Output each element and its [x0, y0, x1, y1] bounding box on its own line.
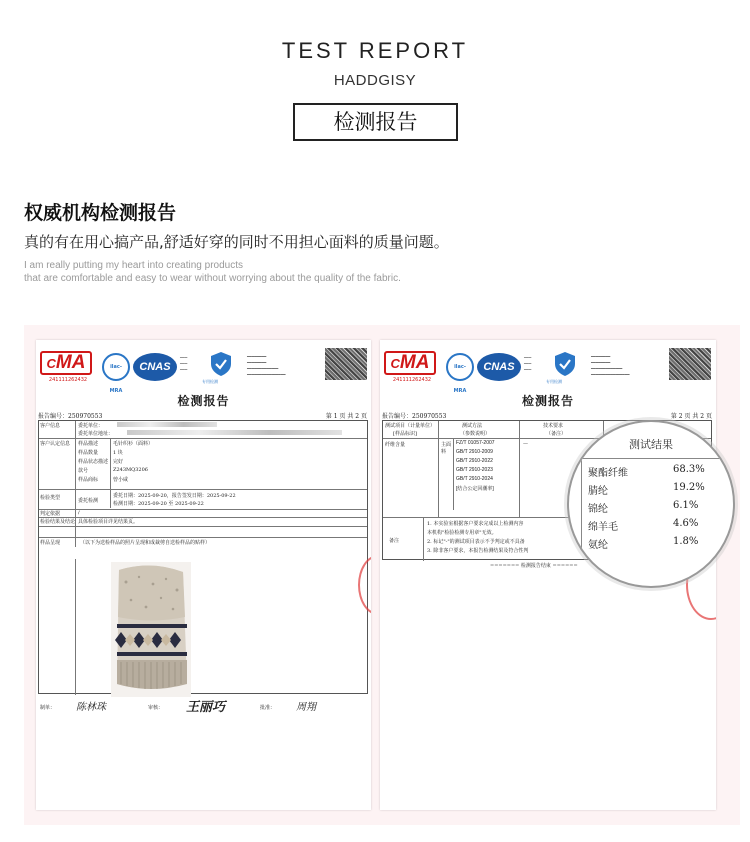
test-method-item: [结合公定回潮率]	[456, 486, 494, 492]
remark-label: 备注	[389, 538, 400, 544]
label-approve: 批准：	[260, 705, 276, 711]
redacted-text	[117, 422, 217, 427]
label-model: 款号	[78, 468, 89, 474]
shield-icon	[554, 351, 576, 377]
fiber-content-label: 纤维含量	[385, 442, 406, 448]
col-header-req: 技术要求	[543, 423, 564, 429]
fiber-percentage: 1.8%	[673, 536, 699, 547]
seal-label: 专用检测	[546, 379, 562, 384]
fiber-percentage: 19.2%	[673, 482, 705, 493]
sample-state-value: 完好	[113, 459, 124, 465]
test-method-item: GB/T 2910-2024	[456, 476, 493, 482]
brand-value: 曾小咸	[113, 477, 129, 483]
lab-contact-info: ━━━━━━━━ ━━━━━━━━ ━━━━━━━━━━━━━ ━━━━━━━━━━━━━━━━	[591, 354, 630, 377]
col-header-method: 测试方法	[462, 423, 483, 429]
col-header-item-sub: [样品标识]	[393, 431, 417, 437]
page-number: 第 2 页 共 2 页	[670, 413, 712, 420]
label-sample-qty: 样品数量	[78, 450, 99, 456]
test-method-item: GB/T 2910-2023	[456, 467, 493, 473]
results-magnifier	[567, 420, 735, 588]
label-client-address: 委托单位地址：	[78, 431, 114, 437]
report-title: 检测报告	[521, 394, 574, 408]
sweater-sample-photo	[111, 562, 191, 697]
redacted-text	[127, 430, 342, 435]
remark-note: 1. 本实验室根据客户要求完成以上检测内容	[427, 521, 524, 527]
report-page-1	[36, 340, 371, 810]
brand-name: HADDGISY	[333, 72, 417, 89]
cnas-logo: CNAS	[477, 353, 521, 381]
label-sample-desc: 样品描述	[78, 441, 99, 447]
cma-number: 241111262432	[392, 377, 432, 383]
result-remark-value: 具体检验项目详见结果页。	[78, 519, 139, 525]
fiber-name: 绵羊毛	[588, 522, 618, 533]
main-fabric-label: 主面料	[441, 442, 452, 455]
cnas-text: ━━━ ━━━ ━━━	[180, 355, 188, 372]
label-sample-state: 样品状态描述	[78, 459, 109, 465]
fiber-percentage: 6.1%	[673, 500, 699, 511]
fiber-percentage: 4.6%	[673, 518, 699, 529]
report-end-line: ======= 检测报告结束 ======	[490, 563, 578, 569]
section-description: 真的有在用心搞产品,舒适好穿的同时不用担心面料的质量问题。	[24, 233, 449, 251]
cnas-text: ━━━ ━━━ ━━━	[524, 355, 532, 372]
test-method-item: GB/T 2910-2009	[456, 449, 493, 455]
label-client-unit: 委托单位：	[78, 423, 104, 429]
magnifier-judgement-header: 判定	[714, 432, 727, 439]
label-judgement: 判定依据	[40, 511, 61, 517]
ilac-mra-logo: ilac-MRA	[446, 353, 474, 381]
col-header-req-sub: （备注）	[546, 431, 567, 437]
test-date: 检测日期：2025-09-20 至 2025-09-22	[113, 501, 204, 507]
label-review: 审核：	[148, 705, 164, 711]
certification-logos	[40, 346, 360, 394]
report-title: 检测报告	[177, 394, 230, 408]
sample-desc-value: 毛针织衫（面料）	[113, 441, 154, 447]
cma-logo: CMA	[40, 351, 92, 375]
english-description-line-1: I am really putting my heart into creating products	[24, 260, 243, 271]
cma-logo: CMA	[384, 351, 436, 375]
entrust-date: 委托日期：2025-09-20，报告签发日期：2025-09-22	[113, 493, 236, 499]
judgement-value: /	[78, 510, 80, 516]
remark-note: 3. 除非客户要求，本报告检测结果及符合性判	[427, 548, 529, 554]
label-result-remark: 检验结果及结论	[40, 519, 76, 525]
label-sample-info: 客户认定信息	[40, 441, 71, 447]
test-method-item: GB/T 2910-2022	[456, 458, 493, 464]
model-value: Z243MQ3206	[113, 467, 148, 473]
english-description-line-2: that are comfortable and easy to wear without worrying about the quality of the fabric.	[24, 273, 401, 284]
sample-qty-value: 1 块	[113, 450, 123, 456]
label-client-info: 客户信息	[40, 423, 61, 429]
signature-row	[38, 698, 368, 718]
fiber-percentage: 68.3%	[673, 464, 705, 475]
col-header-item: 测试项目（计量单位）	[385, 423, 436, 429]
label-make: 制单：	[40, 705, 56, 711]
sample-photo-note: （以下为送检样品的照片呈现和成裁剪自送检样品的贴样）	[80, 540, 211, 546]
qr-code	[325, 348, 367, 380]
test-report-label-box: 检测报告	[293, 103, 458, 141]
qr-code	[669, 348, 711, 380]
label-brand: 样品商标	[78, 477, 99, 483]
shield-icon	[210, 351, 232, 377]
report-info-table	[38, 420, 368, 694]
fiber-name: 腈纶	[588, 486, 608, 497]
seal-label: 专用检测	[202, 379, 218, 384]
cma-number: 241111262432	[48, 377, 88, 383]
cnas-logo: CNAS	[133, 353, 177, 381]
fiber-name: 聚酯纤维	[588, 468, 628, 479]
ilac-mra-logo: ilac-MRA	[102, 353, 130, 381]
remark-note: 本机构"检验检测专用章"无效。	[427, 530, 497, 536]
certification-logos	[384, 346, 704, 394]
signature-approve: 周翔	[296, 702, 316, 713]
report-number: 报告编号：250970553	[38, 413, 103, 420]
signature-review: 王丽巧	[186, 700, 226, 715]
fiber-name: 氨纶	[588, 540, 608, 551]
requirement-dash: —	[523, 441, 528, 447]
report-header-title: TEST REPORT	[281, 38, 469, 63]
remark-note: 2. 标记"-"的测试项目表示不予判定或不具备	[427, 539, 525, 545]
col-header-method-sub: （参数说明）	[460, 431, 491, 437]
commission-value: 委托检测	[78, 498, 99, 504]
label-test-type: 检验类型	[40, 495, 61, 501]
label-sample-photo: 样品呈现	[40, 540, 61, 546]
fiber-name: 锦纶	[588, 504, 608, 515]
magnifier-header: 测试结果	[629, 438, 673, 451]
report-number: 报告编号：250970553	[382, 413, 447, 420]
lab-contact-info: ━━━━━━━━ ━━━━━━━━ ━━━━━━━━━━━━━ ━━━━━━━━━━━━━━━━	[247, 354, 286, 377]
test-method-item: FZ/T 01057-2007	[456, 440, 495, 446]
page-number: 第 1 页 共 2 页	[325, 413, 367, 420]
section-heading: 权威机构检测报告	[24, 202, 177, 224]
signature-make: 陈林珠	[76, 702, 106, 713]
